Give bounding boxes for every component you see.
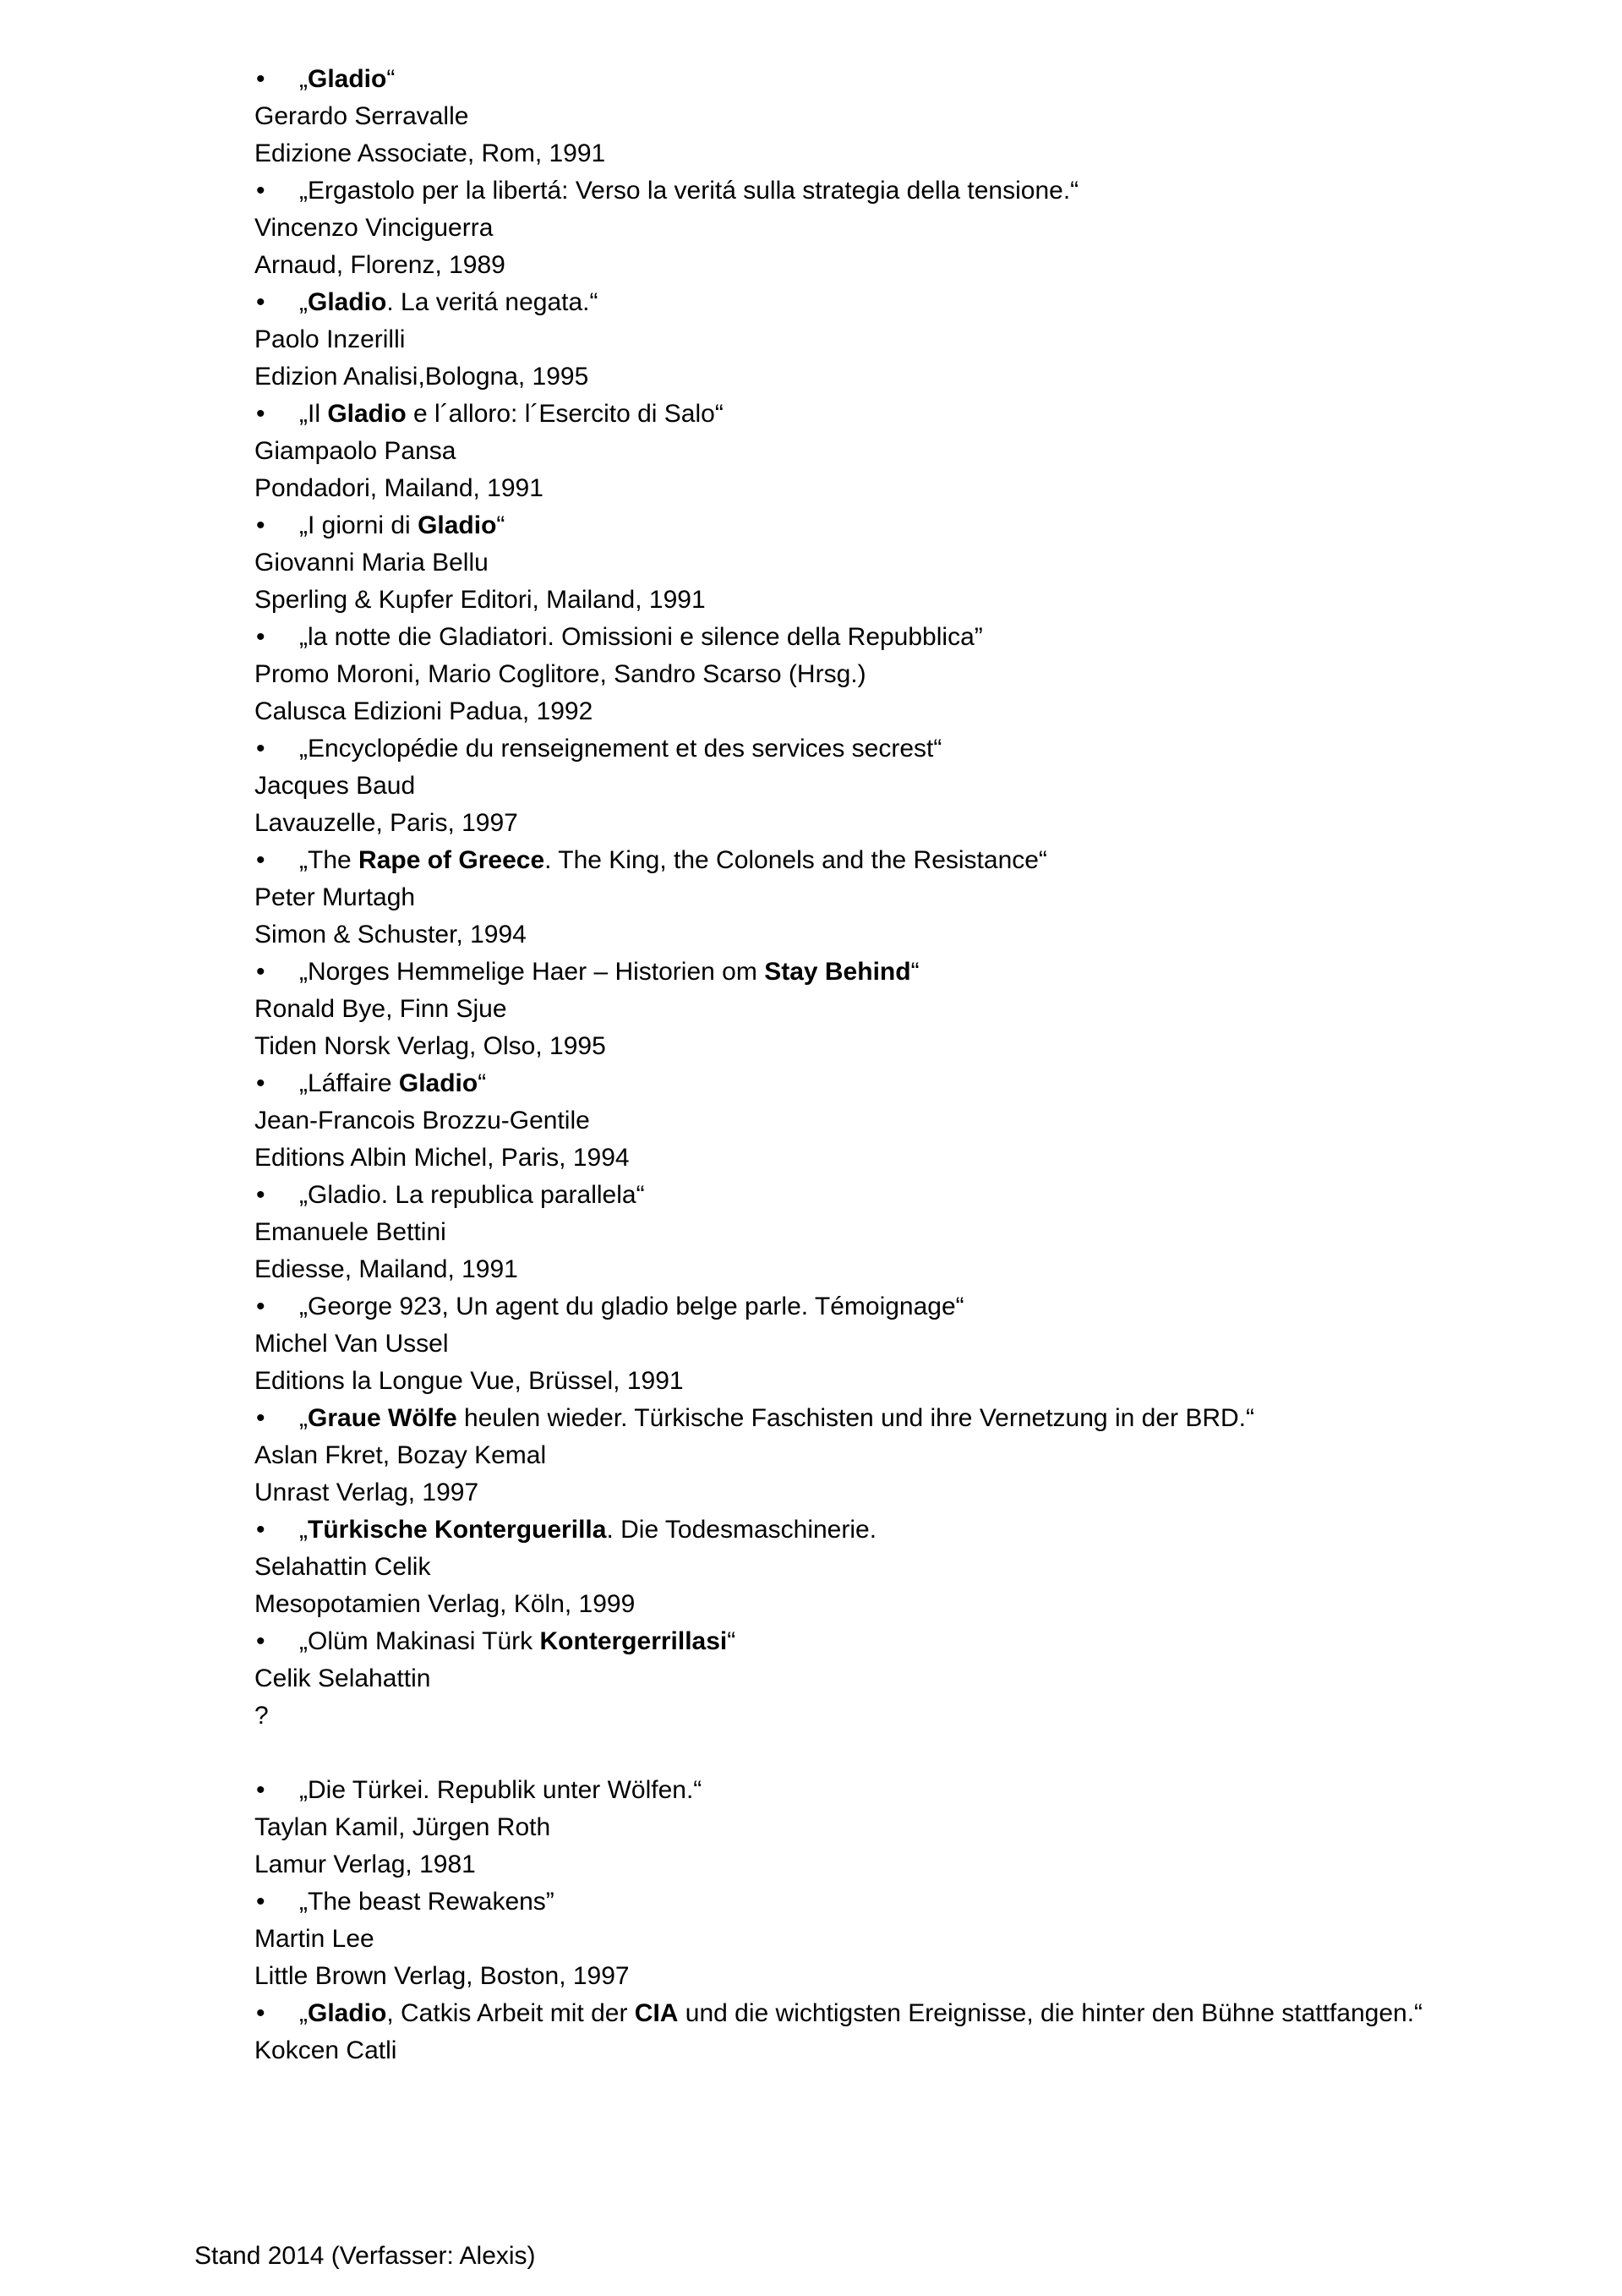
entry-author: Paolo Inzerilli (254, 325, 406, 353)
entry-author: Celik Selahattin (254, 1665, 431, 1692)
title-keyword: CIA (634, 1999, 679, 2027)
bibliography-entry (254, 1512, 1590, 1623)
title-keyword: Kontergerrillasi (539, 1627, 728, 1655)
title-segment: “ (496, 511, 505, 539)
title-segment: “ (727, 1627, 736, 1655)
entry-author: Aslan Fkret, Bozay Kemal (254, 1441, 547, 1469)
title-segment: „Encyclopédie du renseignement et des services secrest“ (299, 735, 942, 763)
bullet-icon: • (256, 846, 265, 874)
entry-publisher: Editions Albin Michel, Paris, 1994 (254, 1144, 630, 1172)
title-keyword: Gladio (308, 65, 387, 93)
entry-title (299, 735, 942, 763)
entry-title (299, 1888, 554, 1916)
entry-title-line (254, 842, 1590, 879)
bibliography-entry (254, 1400, 1590, 1512)
entry-author: Kokcen Catli (254, 2036, 397, 2064)
title-segment: heulen wieder. Türkische Faschisten und ihre Vernetzung in der BRD.“ (456, 1404, 1254, 1432)
bibliography-entry (254, 284, 1590, 396)
bullet-icon: • (256, 1888, 265, 1916)
entry-publisher: Simon & Schuster, 1994 (254, 921, 527, 948)
bibliography-entry (254, 954, 1590, 1065)
entry-publisher: Lamur Verlag, 1981 (254, 1850, 476, 1878)
title-segment: und die wichtigsten Ereignisse, die hinter den Bühne stattfangen.“ (678, 1999, 1423, 2027)
bullet-icon: • (256, 1999, 265, 2027)
entry-publisher: Unrast Verlag, 1997 (254, 1479, 479, 1506)
bibliography-entry (254, 172, 1590, 284)
entry-author: Vincenzo Vinciguerra (254, 214, 494, 242)
entry-author: Peter Murtagh (254, 883, 416, 911)
entry-title-line (254, 1288, 1590, 1326)
entry-title (299, 400, 724, 428)
bibliography-list (254, 61, 1590, 2069)
entry-author: Michel Van Ussel (254, 1330, 449, 1358)
bibliography-entry (254, 619, 1590, 730)
entry-title (299, 1069, 486, 1097)
entry-title (299, 1293, 964, 1320)
entry-publisher: Tiden Norsk Verlag, Olso, 1995 (254, 1032, 606, 1060)
bibliography-entry (254, 1623, 1590, 1772)
title-keyword: Stay Behind (764, 958, 911, 986)
entry-author: Jean-Francois Brozzu-Gentile (254, 1107, 590, 1134)
title-keyword: Graue Wölfe (308, 1404, 457, 1432)
entry-title (299, 958, 920, 986)
title-segment: „Il (299, 400, 328, 428)
title-segment: . La veritá negata.“ (386, 288, 598, 316)
bullet-icon: • (256, 1776, 265, 1804)
entry-title-line (254, 61, 1590, 98)
bullet-icon: • (256, 1293, 265, 1320)
title-keyword: Gladio (418, 511, 497, 539)
entry-publisher: ? (254, 1702, 269, 1730)
entry-publisher: Little Brown Verlag, Boston, 1997 (254, 1962, 630, 1990)
bullet-icon: • (256, 65, 265, 93)
title-keyword: Gladio (398, 1069, 478, 1097)
title-segment: „George 923, Un agent du gladio belge parle. Témoignage“ (299, 1293, 964, 1320)
entry-title-line (254, 1772, 1590, 1809)
title-segment: „Die Türkei. Republik unter Wölfen.“ (299, 1776, 702, 1804)
title-segment: „The (299, 846, 359, 874)
entry-publisher: Edizion Analisi,Bologna, 1995 (254, 363, 589, 391)
bibliography-entry (254, 1883, 1590, 1995)
entry-publisher: Sperling & Kupfer Editori, Mailand, 1991 (254, 586, 706, 614)
entry-title-line (254, 396, 1590, 433)
bibliography-entry (254, 730, 1590, 842)
entry-author: Martin Lee (254, 1925, 374, 1953)
entry-title-line (254, 1177, 1590, 1214)
entry-publisher: Pondadori, Mailand, 1991 (254, 474, 543, 502)
entry-author: Ronald Bye, Finn Sjue (254, 995, 507, 1023)
entry-author: Giampaolo Pansa (254, 437, 456, 465)
title-segment: „Norges Hemmelige Haer – Historien om (299, 958, 765, 986)
title-keyword: Gladio (327, 400, 407, 428)
entry-author: Taylan Kamil, Jürgen Roth (254, 1813, 551, 1841)
bullet-icon: • (256, 1069, 265, 1097)
entry-title-line (254, 1995, 1590, 2032)
entry-author: Selahattin Celik (254, 1553, 431, 1581)
entry-title-line (254, 284, 1590, 321)
entry-title-line (254, 1623, 1590, 1660)
bibliography-entry (254, 1288, 1590, 1400)
entry-title (299, 1627, 735, 1655)
title-keyword: Rape of Greece (358, 846, 545, 874)
entry-publisher: Lavauzelle, Paris, 1997 (254, 809, 518, 837)
entry-title (299, 1776, 702, 1804)
entry-title (299, 65, 395, 93)
bullet-icon: • (256, 735, 265, 763)
page-footer: Stand 2014 (Verfasser: Alexis) (194, 2242, 536, 2270)
title-segment: „ (299, 1999, 308, 2027)
title-segment: „Ergastolo per la libertá: Verso la veritá sulla strategia della tensione.“ (299, 177, 1079, 205)
entry-title (299, 1404, 1254, 1432)
title-segment: „I giorni di (299, 511, 418, 539)
bullet-icon: • (256, 1181, 265, 1209)
title-segment: „ (299, 1404, 308, 1432)
entry-title-line (254, 954, 1590, 991)
bibliography-entry (254, 507, 1590, 619)
entry-title-line (254, 1512, 1590, 1549)
title-keyword: Türkische Konterguerilla (308, 1516, 607, 1544)
bullet-icon: • (256, 623, 265, 651)
title-segment: „Olüm Makinasi Türk (299, 1627, 540, 1655)
title-segment: “ (910, 958, 920, 986)
bibliography-entry (254, 1177, 1590, 1288)
title-segment: „Láffaire (299, 1069, 399, 1097)
title-segment: “ (478, 1069, 487, 1097)
entry-title-line (254, 1883, 1590, 1921)
entry-title-line (254, 619, 1590, 656)
entry-publisher: Arnaud, Florenz, 1989 (254, 251, 505, 279)
title-keyword: Gladio (308, 1999, 387, 2027)
entry-title-line (254, 730, 1590, 768)
title-segment: „The beast Rewakens” (299, 1888, 554, 1916)
entry-publisher: Editions la Longue Vue, Brüssel, 1991 (254, 1367, 684, 1395)
bibliography-entry (254, 842, 1590, 954)
title-segment: „ (299, 65, 308, 93)
bibliography-entry (254, 61, 1590, 172)
entry-title (299, 1516, 877, 1544)
entry-title (299, 511, 505, 539)
entry-author: Promo Moroni, Mario Coglitore, Sandro Scarso (Hrsg.) (254, 660, 866, 688)
entry-title-line (254, 172, 1590, 210)
entry-title-line (254, 1065, 1590, 1102)
bibliography-entry (254, 1772, 1590, 1883)
title-keyword: Gladio (308, 288, 387, 316)
bullet-icon: • (256, 288, 265, 316)
title-segment: „Gladio. La republica parallela“ (299, 1181, 645, 1209)
bullet-icon: • (256, 1404, 265, 1432)
entry-title-line (254, 507, 1590, 544)
entry-title (299, 623, 983, 651)
title-segment: , Catkis Arbeit mit der (386, 1999, 635, 2027)
title-segment: . Die Todesmaschinerie. (606, 1516, 877, 1544)
entry-title-line (254, 1400, 1590, 1437)
entry-publisher: Ediesse, Mailand, 1991 (254, 1255, 518, 1283)
entry-title (299, 846, 1047, 874)
entry-author: Jacques Baud (254, 772, 416, 800)
entry-author: Giovanni Maria Bellu (254, 549, 489, 577)
title-segment: e l´alloro: l´Esercito di Salo“ (406, 400, 724, 428)
bullet-icon: • (256, 177, 265, 205)
entry-publisher: Mesopotamien Verlag, Köln, 1999 (254, 1590, 636, 1618)
entry-publisher: Edizione Associate, Rom, 1991 (254, 139, 606, 167)
bullet-icon: • (256, 1627, 265, 1655)
title-segment: „la notte die Gladiatori. Omissioni e silence della Repubblica” (299, 623, 983, 651)
entry-author: Emanuele Bettini (254, 1218, 446, 1246)
bullet-icon: • (256, 511, 265, 539)
title-segment: „ (299, 1516, 308, 1544)
bullet-icon: • (256, 958, 265, 986)
bibliography-entry (254, 396, 1590, 507)
bullet-icon: • (256, 400, 265, 428)
blank-line (254, 1735, 1590, 1772)
bibliography-entry (254, 1995, 1590, 2069)
entry-title (299, 288, 598, 316)
entry-title (299, 177, 1079, 205)
title-segment: “ (386, 65, 396, 93)
entry-author: Gerardo Serravalle (254, 102, 469, 130)
bibliography-entry (254, 1065, 1590, 1177)
title-segment: . The King, the Colonels and the Resistance“ (544, 846, 1047, 874)
entry-title (299, 1181, 645, 1209)
entry-publisher: Calusca Edizioni Padua, 1992 (254, 697, 593, 725)
title-segment: „ (299, 288, 308, 316)
bullet-icon: • (256, 1516, 265, 1544)
entry-title (299, 1999, 1423, 2027)
